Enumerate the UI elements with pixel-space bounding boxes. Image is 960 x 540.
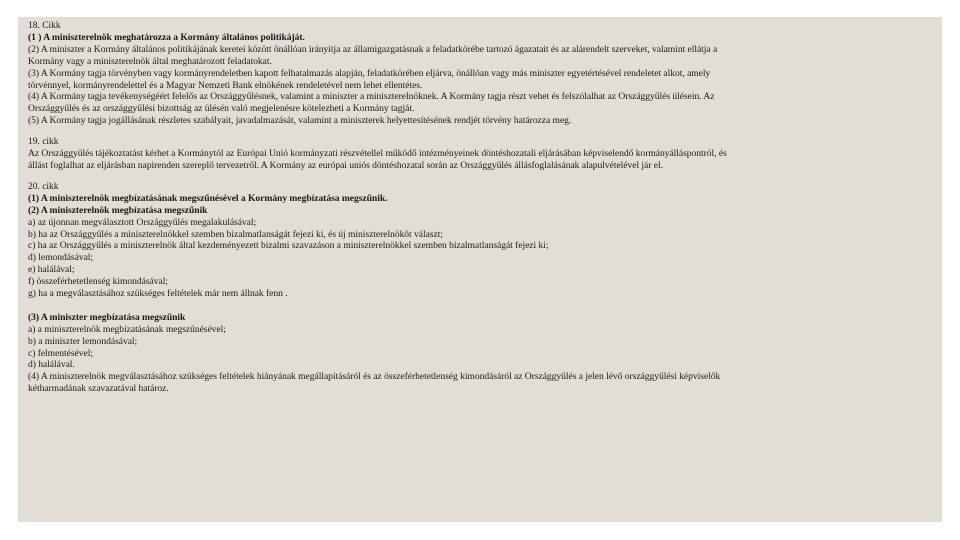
paragraph-heading: (1 ) A miniszterelnök meghatározza a Kormány általános politikáját. bbox=[28, 31, 305, 43]
article-section bbox=[28, 136, 932, 172]
paragraph-line: g) ha a megválasztásához szükséges feltételek már nem állnak fenn . bbox=[28, 288, 288, 300]
paragraph-line: b) a miniszter lemondásával; bbox=[28, 335, 138, 347]
paragraph-line: c) felmentésével; bbox=[28, 347, 93, 359]
paragraph-line: (3) A Kormány tagja törvényben vagy kormányrendeletben kapott felhatalmazás alapján, feladatkörében eljárva, önállóan vagy más miniszter egyetértésével rendeletet alkot, amely bbox=[28, 67, 711, 79]
paragraph-line: (4) A Kormány tagja tevékenységéért felelős az Országgyűlésnek, valamint a miniszter a miniszterelnöknek. A Kormány tagja részt vehet és felszólalhat az Országgyűlés ülésein. Az bbox=[28, 91, 715, 103]
paragraph-line: (5) A Kormány tagja jogállásának részletes szabályait, javadalmazását, valamint a miniszterek helyettesítésének rendjét törvény határozza meg. bbox=[28, 115, 572, 127]
document-page bbox=[18, 17, 942, 522]
paragraph-line: d) lemondásával; bbox=[28, 252, 94, 264]
paragraph-heading: (1) A miniszterelnök megbízatásának megszűnésével a Kormány megbízatása megszűnik. bbox=[28, 192, 388, 204]
paragraph-heading: (2) A miniszterelnök megbízatása megszűnik bbox=[28, 204, 208, 216]
paragraph-line: (2) A miniszter a Kormány általános politikájának keretei között önállóan irányítja az államigazgatásnak a feladatkörébe tartozó ágazatait és az alárendelt szerveket, valamint ellátja a bbox=[28, 43, 718, 55]
paragraph-heading: (3) A miniszter megbízatása megszűnik bbox=[28, 311, 186, 323]
article-section bbox=[28, 181, 932, 395]
paragraph-line: f) összeférhetetlenség kimondásával; bbox=[28, 276, 168, 288]
paragraph-line: (4) A miniszterelnök megválasztásához szükséges feltételek hiányának megállapításáról és az összeférhetetlenség kimondásáról az Országgyűlés a jelen lévő országgyűlési képviselők bbox=[28, 371, 721, 383]
paragraph-line: b) ha az Országgyűlés a miniszterelnökkel szemben bizalmatlanságát fejezi ki, és új miniszterelnököt választ; bbox=[28, 228, 443, 240]
paragraph-line: Országgyűlés és az országgyűlési bizottság az ülésén való megjelenésre kötelezheti a Kormány tagját. bbox=[28, 103, 415, 115]
paragraph-line: Az Országgyűlés tájékoztatást kérhet a Kormánytól az Európai Unió kormányzati részvétellel működő intézményeinek döntéshozatali eljárásában képviselendő kormányálláspontról, és bbox=[28, 148, 727, 160]
paragraph-line: törvénnyel, kormányrendelettel és a Magyar Nemzeti Bank elnökének rendeletével nem lehet ellentétes. bbox=[28, 79, 423, 91]
paragraph-line: a) a miniszterelnök megbízatásának megszűnésével; bbox=[28, 323, 226, 335]
paragraph-line: d) halálával. bbox=[28, 359, 75, 371]
paragraph-line: állást foglalhat az eljárásban napirenden szereplő tervezetről. A Kormány az európai uniós döntéshozatal során az Országgyűlés állásfoglalásának alapulvételével jár el. bbox=[28, 159, 663, 171]
paragraph-line: 18. Cikk bbox=[28, 20, 61, 31]
paragraph-line: kétharmadának szavazatával határoz. bbox=[28, 383, 169, 395]
paragraph-line: e) halálával; bbox=[28, 264, 75, 276]
paragraph-line: a) az újonnan megválasztott Országgyűlés megalakulásával; bbox=[28, 216, 257, 228]
paragraph-line: 20. cikk bbox=[28, 180, 59, 192]
paragraph-line: c) ha az Országgyűlés a miniszterelnök által kezdeményezett bizalmi szavazáson a miniszterelnökkel szemben bizalmatlanságát fejezi ki; bbox=[28, 240, 549, 252]
document-body bbox=[28, 20, 932, 395]
paragraph-line: Kormány vagy a miniszterelnök által meghatározott feladatokat. bbox=[28, 55, 272, 67]
paragraph-line bbox=[28, 300, 932, 312]
paragraph-line: 19. cikk bbox=[28, 136, 59, 148]
article-section bbox=[28, 20, 932, 127]
